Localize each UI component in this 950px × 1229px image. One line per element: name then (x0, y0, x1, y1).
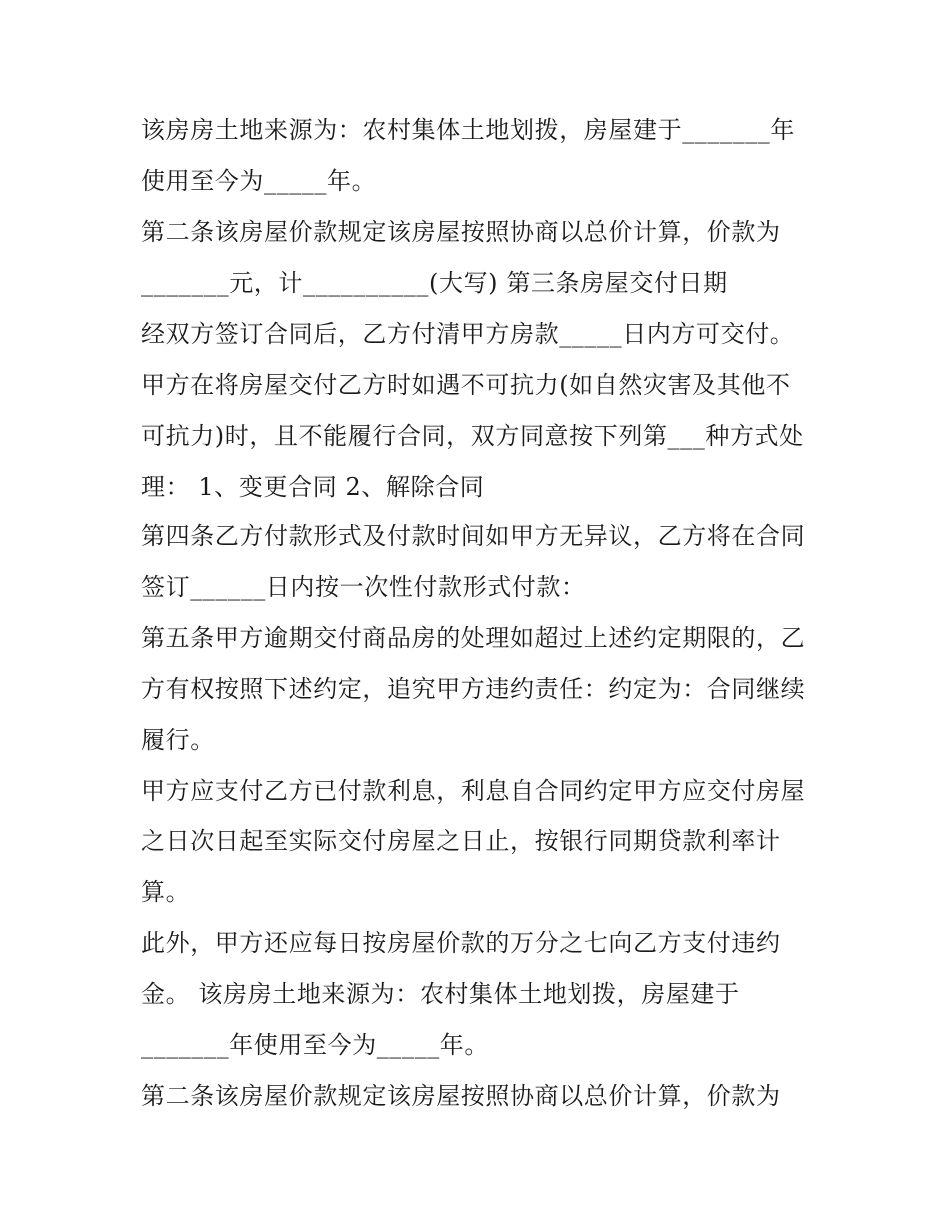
text-line: 第二条该房屋价款规定该房屋按照协商以总价计算，价款为 (141, 218, 781, 246)
text-line: 方有权按照下述约定，追究甲方违约责任：约定为：合同继续 (141, 675, 806, 703)
text-line: 理： 1、变更合同 2、解除合同 (141, 473, 485, 501)
text-line: _______年使用至今为_____年。 (141, 1031, 489, 1059)
text-line: 此外，甲方还应每日按房屋价款的万分之七向乙方支付违约 (141, 929, 781, 957)
text-line: 经双方签订合同后，乙方付清甲方房款_____日内方可交付。 (141, 320, 795, 348)
text-line: 履行。 (141, 726, 215, 754)
text-line: _______元，计__________(大写) 第三条房屋交付日期 (141, 269, 728, 297)
text-line: 可抗力)时，且不能履行合同，双方同意按下列第___种方式处 (141, 422, 804, 450)
text-line: 使用至今为_____年。 (141, 167, 377, 195)
text-line: 算。 (141, 878, 191, 906)
text-line: 之日次日起至实际交付房屋之日止，按银行同期贷款利率计 (141, 827, 781, 855)
text-line: 甲方应支付乙方已付款利息，利息自合同约定甲方应交付房屋 (141, 777, 806, 805)
text-line: 第五条甲方逾期交付商品房的处理如超过上述约定期限的，乙 (141, 624, 806, 652)
text-line: 签订______日内按一次性付款形式付款： (141, 573, 586, 601)
text-line: 第二条该房屋价款规定该房屋按照协商以总价计算，价款为 (141, 1082, 781, 1110)
text-line: 甲方在将房屋交付乙方时如遇不可抗力(如自然灾害及其他不 (141, 371, 791, 399)
text-line: 第四条乙方付款形式及付款时间如甲方无异议，乙方将在合同 (141, 522, 806, 550)
text-line: 金。 该房房土地来源为：农村集体土地划拨，房屋建于 (141, 980, 740, 1008)
text-line: 该房房土地来源为：农村集体土地划拨，房屋建于_______年 (141, 116, 795, 144)
